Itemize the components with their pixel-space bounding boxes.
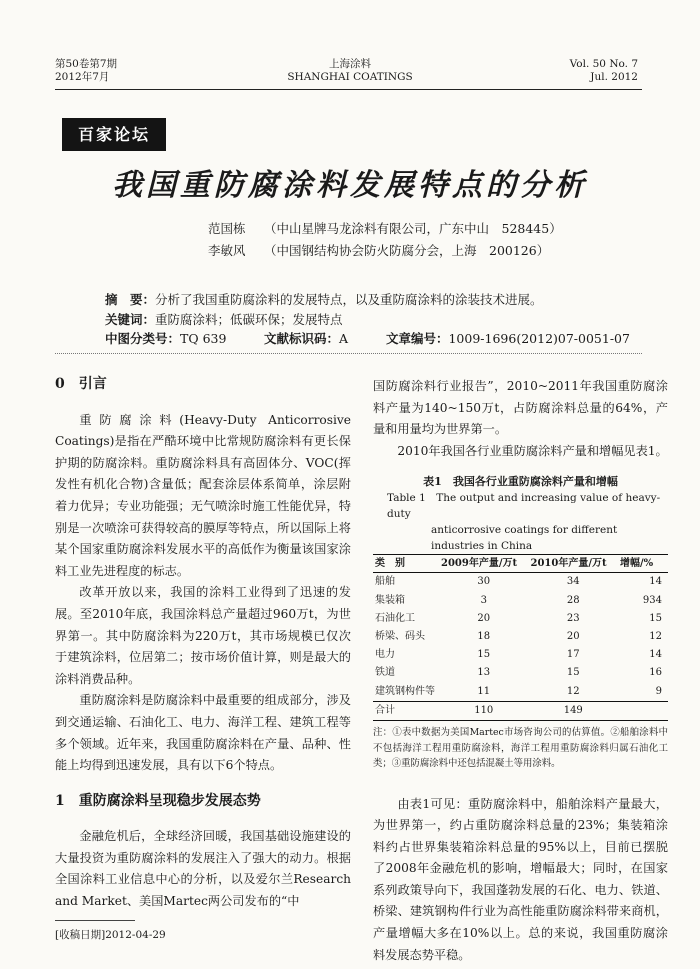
table-cell: 铁道 [375,667,395,679]
doc-code-value: A [339,331,349,346]
table-cell: 石油化工 [375,612,415,624]
table-cell: 12 [566,685,580,697]
table-cell: 13 [477,667,491,679]
author-name: 范国栋 [208,221,246,236]
table-cell: 15 [477,649,491,661]
article-number-value: 1009-1696(2012)07-0051-07 [448,331,630,346]
right-column [373,376,668,966]
table-cell: 28 [566,594,580,606]
section-heading-1: 1 重防腐涂料呈现稳步发展态势 [55,792,261,809]
section-heading-0: 0 引言 [55,376,107,392]
issue-date-en: Jul. 2012 [590,71,638,83]
table-caption-en [373,490,668,554]
table-row [373,592,668,610]
table-cell: 110 [439,701,529,720]
table-row [373,683,668,702]
author-1 [208,219,562,237]
journal-name-cn: 上海涂料 [329,58,371,70]
author-name: 李敏风 [208,243,246,258]
clc-label: 中图分类号： [105,331,181,346]
table-cell: 30 [477,576,491,588]
issue-date: 2012年7月 [55,71,110,83]
paragraph: 重防腐涂料(Heavy-Duty Anticorrosive Coatings)是指在严酷环境中比常规防腐涂料有更长保护期的防腐涂料。重防腐涂料具有高固体分、VOC(挥发性有机化合物)含量低；配套涂层体系简单，涂层附着力优异；专业功能强；无气喷涂时施工性能优异，特别是一次喷涂可获得较高的膜厚等特点，所以国际上将某个国家重防腐涂料发展水平的高低作为衡量该国家涂料工业先进程度的标志。 [55,412,351,578]
table-cell: 16 [649,667,662,679]
table-header-row [373,555,668,573]
table-row [373,628,668,646]
abstract-text: 分析了我国重防腐涂料的发展特点，以及重防腐涂料的涂装技术进展。 [155,292,543,307]
table-caption-en-line2: anticorrosive coatings for different industries in China [431,524,618,553]
paragraph: 2010年我国各行业重防腐涂料产量和增幅见表1。 [397,443,668,458]
table-header: 类 别 [373,555,439,573]
table-row [373,701,668,720]
table-cell: 15 [566,667,580,679]
table-row [373,664,668,682]
journal-name-en: SHANGHAI COATINGS [287,71,413,83]
paragraph: 国防腐涂料行业报告”，2010~2011年我国重防腐涂料产量为140~150万t，占防腐涂料总量的64%，产量和用量均为世界第一。 [373,379,668,437]
keywords [105,310,343,328]
article-number-label: 文章编号： [385,331,449,346]
table-cell: 电力 [375,649,395,661]
table-cell: 14 [649,576,662,588]
table-cell: 17 [566,649,580,661]
meta-divider [55,353,642,354]
table-header: 2009年产量/万t [439,555,529,573]
section-tag: 百家论坛 [62,118,166,151]
table-row [373,646,668,664]
table-row [373,573,668,592]
table-cell: 建筑钢构件等 [375,685,435,697]
paragraph: 改革开放以来，我国的涂料工业得到了迅速的发展。至2010年底，我国涂料总产量超过960万t，为世界第一。其中防腐涂料为220万t，其市场规模已仅次于建筑涂料，位居第二；按市场价值计算，则是最大的涂料消费品种。 [55,585,351,686]
table-cell [618,701,668,720]
table-cell: 船舶 [375,576,395,588]
table-cell: 149 [529,701,619,720]
clc-value: TQ 639 [180,331,227,346]
doc-code-label: 文献标识码： [263,331,339,346]
table-note: 注：①表中数据为美国Martec市场咨询公司的估算值。②船舶涂料中不包括海洋工程用重防腐涂料，海洋工程用重防腐涂料归属石油化工类；③重防腐涂料中还包括混凝土等用涂料。 [373,727,668,769]
table-cell: 桥梁、码头 [375,630,425,642]
data-table [373,554,668,721]
paragraph: 金融危机后，全球经济回暖，我国基础设施建设的大量投资为重防腐涂料的发展注入了强大的动力。根据全国涂料工业信息中心的分析，以及爱尔兰Research and Market、美国Martec两公司发布的“中 [55,829,351,909]
paragraph: 重防腐涂料是防腐涂料中最重要的组成部分，涉及到交通运输、石油化工、电力、海洋工程、建筑工程等多个领域。近年来，我国重防腐涂料在产量、品种、性能上均得到迅速发展，具有以下6个特点。 [55,693,351,773]
table-cell: 合计 [373,701,439,720]
table-cell: 20 [566,630,580,642]
table-row [373,610,668,628]
paragraph: 由表1可见：重防腐涂料中，船舶涂料产量最大，为世界第一，约占重防腐涂料总量的23%；集装箱涂料约占世界集装箱涂料总量的95%以上，目前已摆脱了2008年金融危机的影响，增幅最大；同时，在国家系列政策导向下，我国蓬勃发展的石化、电力、铁道、桥梁、建筑钢构件行业为高性能重防腐涂料带来商机，产量增幅大多在10%以上。总的来说，我国重防腐涂料发展态势平稳。 [373,796,668,962]
table-cell: 12 [649,630,662,642]
table-cell: 34 [566,576,580,588]
header-rule [55,89,642,90]
table-caption-en-line1: Table 1 The output and increasing value of heavy-duty [387,492,661,521]
footer-rule [55,920,135,921]
keywords-text: 重防腐涂料；低碳环保；发展特点 [155,312,343,327]
classification [105,329,630,347]
table-cell: 18 [477,630,491,642]
author-2 [208,241,549,259]
table-caption-cn: 表1 我国各行业重防腐涂料产量和增幅 [423,475,618,489]
table-cell: 9 [655,685,662,697]
abstract-label: 摘 要： [105,292,156,307]
table-cell: 15 [649,612,662,624]
table-cell: 3 [480,594,487,606]
table-header: 2010年产量/万t [529,555,619,573]
table-cell: 20 [477,612,491,624]
article-title: 我国重防腐涂料发展特点的分析 [112,168,588,203]
received-date: [收稿日期]2012-04-29 [55,929,166,941]
table-cell: 集装箱 [375,594,405,606]
left-column [55,374,351,913]
abstract [105,290,543,308]
journal-issue-right [570,58,638,84]
table-cell: 14 [649,649,662,661]
issue-volume-en: Vol. 50 No. 7 [569,58,638,70]
author-affiliation: （中国钢结构协会防火防腐分会，上海 200126） [263,243,550,258]
author-affiliation: （中山星牌马龙涂料有限公司，广东中山 528445） [263,221,562,236]
table-cell: 23 [566,612,580,624]
table-cell: 11 [477,685,491,697]
table-cell: 934 [642,594,662,606]
keywords-label: 关键词： [105,312,156,327]
table-header: 增幅/% [618,555,668,573]
issue-volume: 第50卷第7期 [55,58,118,70]
